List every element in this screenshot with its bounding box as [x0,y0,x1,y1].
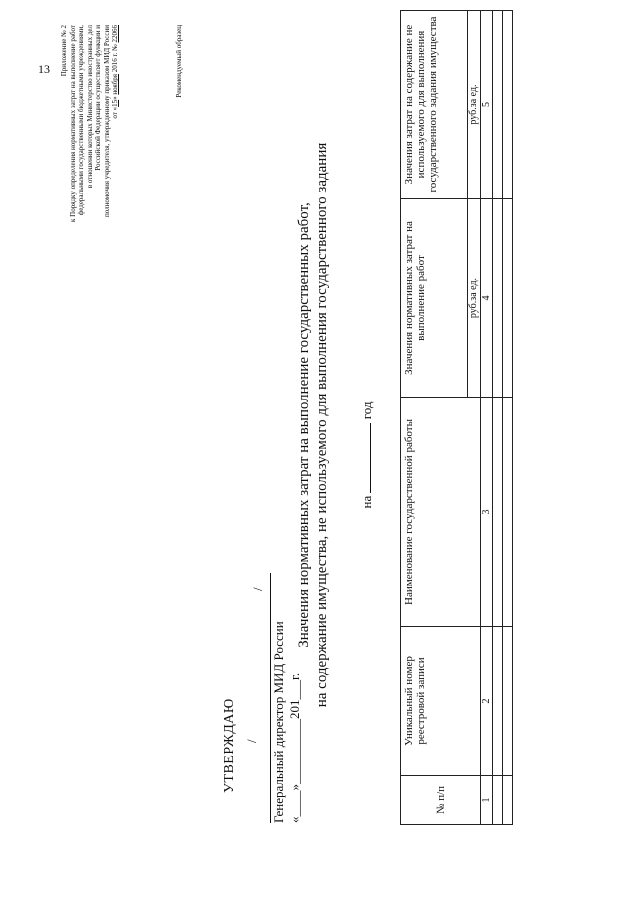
unit-cell: руб.за ед. [468,199,481,398]
title-line: на содержание имущества, не используемого для выполнения государственного задания [314,142,330,708]
empty-cell [493,776,503,825]
empty-cell [503,199,513,398]
appendix-day: 15 [111,99,119,107]
page-number: 13 [38,62,50,76]
sample-note: Рекомендуемый образец [175,25,183,98]
empty-cell [493,11,503,199]
costs-table [400,10,513,825]
number-cell: 2 [481,627,493,776]
approval-date: «____»__________201___г. [287,672,302,823]
table-row [493,11,503,825]
empty-cell [493,627,503,776]
header-cell: Уникальный номер реестровой записи [401,627,481,776]
signature-slash: / [250,587,265,591]
appendix-line: Приложение № 2 [60,25,68,77]
document-title [295,95,331,755]
header-cell: № п/п [401,776,481,825]
number-cell: 4 [481,199,493,398]
title-year: год [359,401,374,420]
approval-block [222,573,303,823]
empty-cell [503,398,513,627]
appendix-note [60,25,120,385]
empty-cell [493,398,503,627]
empty-cell [503,776,513,825]
appendix-line: федеральными государственными бюджетными учреждениями, [77,25,85,216]
header-cell: Значения нормативных затрат на выполнение работ [401,199,468,398]
year-blank [358,423,371,493]
appendix-prefix: от « [111,106,119,119]
number-cell: 3 [481,398,493,627]
empty-cell [493,199,503,398]
title-year-line [358,255,375,655]
appendix-order-line [111,25,120,385]
column-number-row [481,11,493,825]
appendix-month: ноября [111,74,119,95]
signature-slash: / [244,739,259,743]
appendix-line: полномочия учредителя, утвержденному приказом МИД России [102,25,111,218]
number-cell: 1 [481,776,493,825]
table-header-row [401,11,468,825]
empty-cell [503,11,513,199]
appendix-year: 2016 г. № [111,42,119,75]
appendix-number: 22066 [111,25,119,43]
title-on: на [359,495,374,509]
approver-title: Генеральный директор МИД России [271,621,286,823]
number-cell: 5 [481,11,493,199]
header-cell: Значения затрат на содержание не используемого для выполнения государственного задания имущества [401,11,468,199]
appendix-mid: » [111,94,119,100]
appendix-line: к Порядку определения нормативных затрат на выполнение работ [68,25,77,222]
approve-heading: УТВЕРЖДАЮ [222,698,237,793]
appendix-line: Российской Федерации осуществляет функции и [94,25,102,171]
title-line: Значения нормативных затрат на выполнение государственных работ, [296,202,312,648]
appendix-line: в отношении которых Министерство иностранных дел [85,25,94,189]
header-cell: Наименование государственной работы [401,398,481,627]
table-row [503,11,513,825]
unit-cell: руб.за ед. [468,11,481,199]
empty-cell [503,627,513,776]
